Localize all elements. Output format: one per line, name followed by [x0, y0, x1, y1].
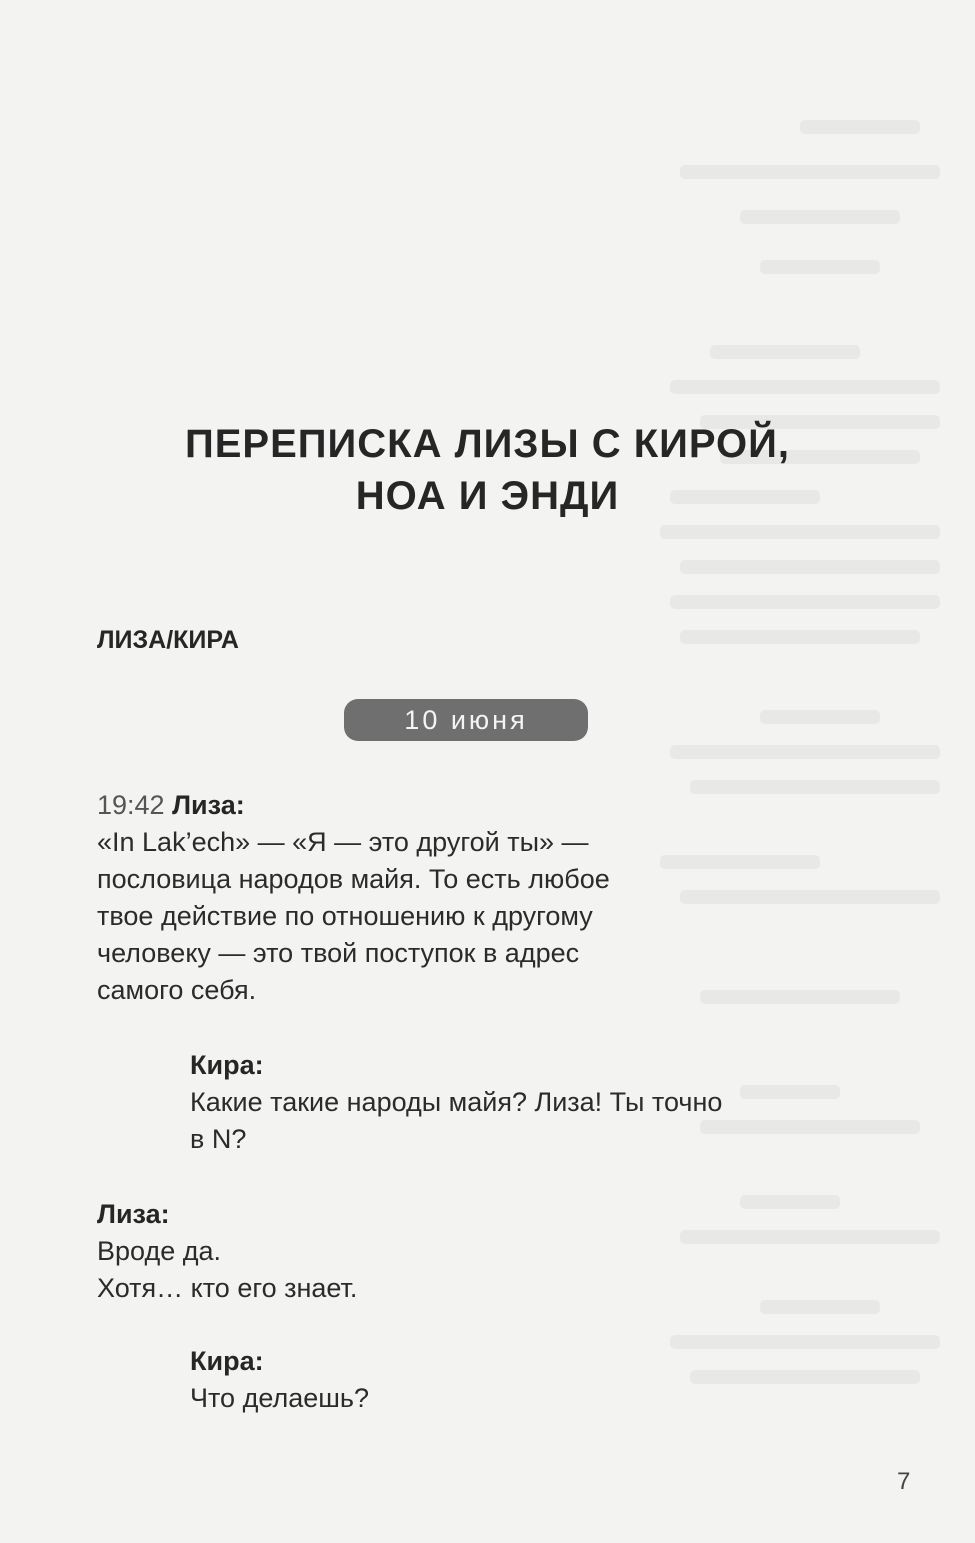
chapter-title [0, 418, 975, 522]
chapter-title-line-1: ПЕРЕПИСКА ЛИЗЫ С КИРОЙ, [184, 422, 791, 466]
message-text: Что делаешь? [190, 1383, 369, 1413]
message-time: 19:42 [97, 790, 165, 820]
message-text: «In Lak’ech» — «Я — это другой ты» — пословица народов майя. То есть любое твое действие по отношению к другому человеку — это твой поступок в адрес самого себя. [97, 827, 610, 1005]
chapter-title-line-2: НОА И ЭНДИ [355, 474, 620, 518]
date-badge: 10 июня [344, 699, 588, 741]
message-sender: Лиза: [97, 1199, 170, 1229]
message-text: Какие такие народы майя? Лиза! Ты точно в N? [190, 1087, 723, 1154]
message-sender: Кира: [190, 1346, 264, 1376]
page-number: 7 [897, 1468, 911, 1495]
message-1 [97, 787, 610, 1009]
message-text: Вроде да. Хотя… кто его знает. [97, 1236, 358, 1303]
message-3 [97, 1196, 357, 1307]
message-sender: Лиза: [172, 790, 245, 820]
reverse-page-bleed [640, 110, 940, 1410]
section-heading: ЛИЗА/КИРА [97, 626, 239, 654]
message-sender: Кира: [190, 1050, 264, 1080]
message-4 [190, 1343, 369, 1417]
message-2 [190, 1047, 722, 1158]
bleed-lines-icon [640, 110, 940, 1410]
